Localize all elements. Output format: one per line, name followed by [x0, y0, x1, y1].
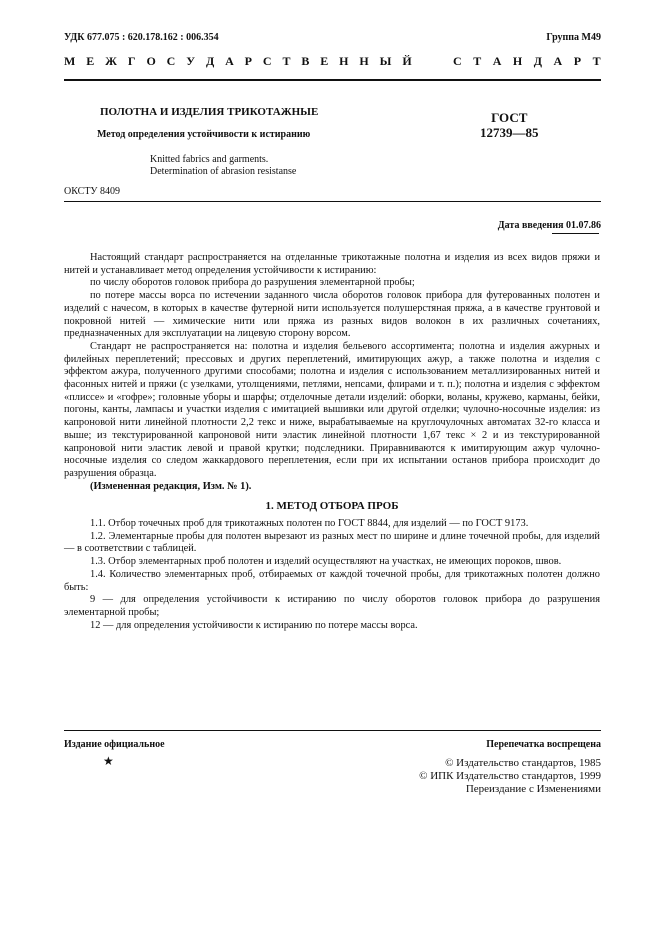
footer-rule	[64, 730, 601, 731]
banner-letter: Й	[402, 54, 412, 68]
effective-date	[498, 220, 601, 231]
paragraph: 1.4. Количество элементарных проб, отбираемых от каждой точечной пробы, для трикотажных полотен должно быть:	[64, 568, 600, 593]
english-title-line-2: Determination of abrasion resistanse	[150, 166, 297, 177]
paragraph: 1.1. Отбор точечных проб для трикотажных полотен по ГОСТ 8844, для изделий — по ГОСТ 9173.	[90, 518, 529, 530]
banner-letter: Е	[86, 54, 95, 68]
banner-letter: У	[186, 54, 196, 68]
banner-letter: Р	[573, 54, 582, 68]
amendment-note: (Измененная редакция, Изм. № 1).	[90, 480, 252, 492]
copyright-block	[419, 757, 601, 796]
banner-letter: Е	[320, 54, 329, 68]
official-edition-label: Издание официальное	[64, 739, 165, 750]
paragraph: 1.3. Отбор элементарных проб полотен и изделий осуществляют на участках, не имеющих пороков, швов.	[90, 556, 562, 568]
banner-letter: М	[64, 54, 76, 68]
banner-letter: С	[166, 54, 176, 68]
star-icon: ★	[103, 754, 114, 768]
gost-label: ГОСТ	[491, 110, 528, 125]
paragraph: Стандарт не распространяется на: полотна и изделия бельевого ассортимента; полотна и изделия ажурных и филейных переплетений; прессовых и других переплетений, имитирующих ажур, а также полотна и изделия с эффектом ажура, полученного другими способами; полотна и изделия с использованием металлизированных нитей и фасонных нитей и пряжи (с узелками, утолщениями, петлями, непсами, флирами и т. п.); полотна и изделия с эффектом «плиссе» и «гофре»; головные уборы и шарфы; отделочные детали изделий: оборки, воланы, кружево, карманы, бейки, погоны, канты, лампасы и участки изделия с имитацией вышивки или другой отделки; чулочно-носочные изделия: из капроновой нити линейной плотности 2,2 текс и ниже, вырабатываемые на круглочулочных автоматах 32-го класса и выше; из текстурированной капроновой нити эластик линейной плотности 1,67 текс × 2 и из текстурированной капроновой нити эластик левой и правой крутки; подследники. Приравниваются к имитирующим ажур чулочно-носочные изделия со следом жаккардового переплетения, если при их испытании останов прибора происходит до разрушения образца.	[64, 340, 600, 479]
banner-letter: Ж	[105, 54, 118, 68]
banner-letter: С	[453, 54, 462, 68]
banner-letter: Г	[127, 54, 136, 68]
banner-letter: Р	[244, 54, 253, 68]
date-underline	[552, 233, 599, 234]
standard-banner	[64, 54, 601, 69]
section-heading: 1. МЕТОД ОТБОРА ПРОБ	[265, 500, 399, 513]
banner-letter: Н	[512, 54, 523, 68]
english-title-line-1: Knitted fabrics and garments.	[150, 154, 269, 165]
banner-letter: Т	[592, 54, 601, 68]
banner-letter: Д	[533, 54, 543, 68]
english-title	[150, 154, 296, 178]
paragraph: 12 — для определения устойчивости к истиранию по потере массы ворса.	[90, 619, 418, 631]
banner-letter: С	[262, 54, 272, 68]
paragraph: 9 — для определения устойчивости к истиранию по числу оборотов головок прибора до разрушения элементарной пробы;	[64, 594, 600, 618]
banner-letter: Т	[282, 54, 291, 68]
paragraph: Настоящий стандарт распространяется на отделанные трикотажные полотна и изделия из всех видов пряжи и нитей и устанавливает метод определения устойчивости к истиранию:	[64, 252, 600, 276]
copyright-line: Переиздание с Изменениями	[465, 783, 601, 795]
document-subtitle: Метод определения устойчивости к истиранию	[97, 129, 311, 140]
banner-letter: Д	[205, 54, 215, 68]
banner-word-standard	[453, 54, 601, 69]
banner-letter: Н	[359, 54, 370, 68]
okstu-code: ОКСТУ 8409	[64, 186, 121, 197]
banner-word-interstate	[64, 54, 412, 69]
banner-letter: О	[146, 54, 157, 68]
gost-number: 12739—85	[480, 125, 539, 140]
gost-designation	[480, 110, 539, 140]
group-code: Группа М49	[546, 32, 601, 43]
effective-date-label: Дата введения	[497, 220, 564, 231]
paragraph: 1.2. Элементарные пробы для полотен вырезают из разных мест по ширине и длине точечной пробы, для изделий — в соответствии с таблицей.	[64, 530, 600, 555]
title-rule	[64, 201, 601, 202]
effective-date-value: 01.07.86	[566, 220, 601, 231]
top-rule	[64, 79, 601, 81]
banner-letter: А	[225, 54, 235, 68]
copyright-line: © ИПК Издательство стандартов, 1999	[419, 770, 601, 782]
paragraph: по числу оборотов головок прибора до разрушения элементарной пробы;	[90, 277, 415, 289]
reprint-prohibited-label: Перепечатка воспрещена	[486, 739, 601, 750]
banner-letter: А	[492, 54, 502, 68]
banner-letter: Т	[473, 54, 482, 68]
paragraph: по потере массы ворса по истечении заданного числа оборотов головок прибора для футерованных полотен и изделий с начесом, в которых в качестве футерной нити используется полушерстяная пряжа, а в качестве грунтовой и покровной нитей — химические нити или пряжа из разных видов волокон в их различных сочетаниях, предназначенных для эксплуатации на лицевую сторону ворсом.	[64, 290, 600, 340]
udk-code: УДК 677.075 : 620.178.162 : 006.354	[64, 32, 219, 43]
banner-letter: Н	[339, 54, 349, 68]
document-title: ПОЛОТНА И ИЗДЕЛИЯ ТРИКОТАЖНЫЕ	[100, 106, 319, 118]
banner-letter: А	[553, 54, 563, 68]
banner-letter: В	[301, 54, 310, 68]
copyright-line: © Издательство стандартов, 1985	[445, 757, 601, 769]
document-body	[64, 252, 600, 632]
banner-letter: Ы	[379, 54, 392, 68]
